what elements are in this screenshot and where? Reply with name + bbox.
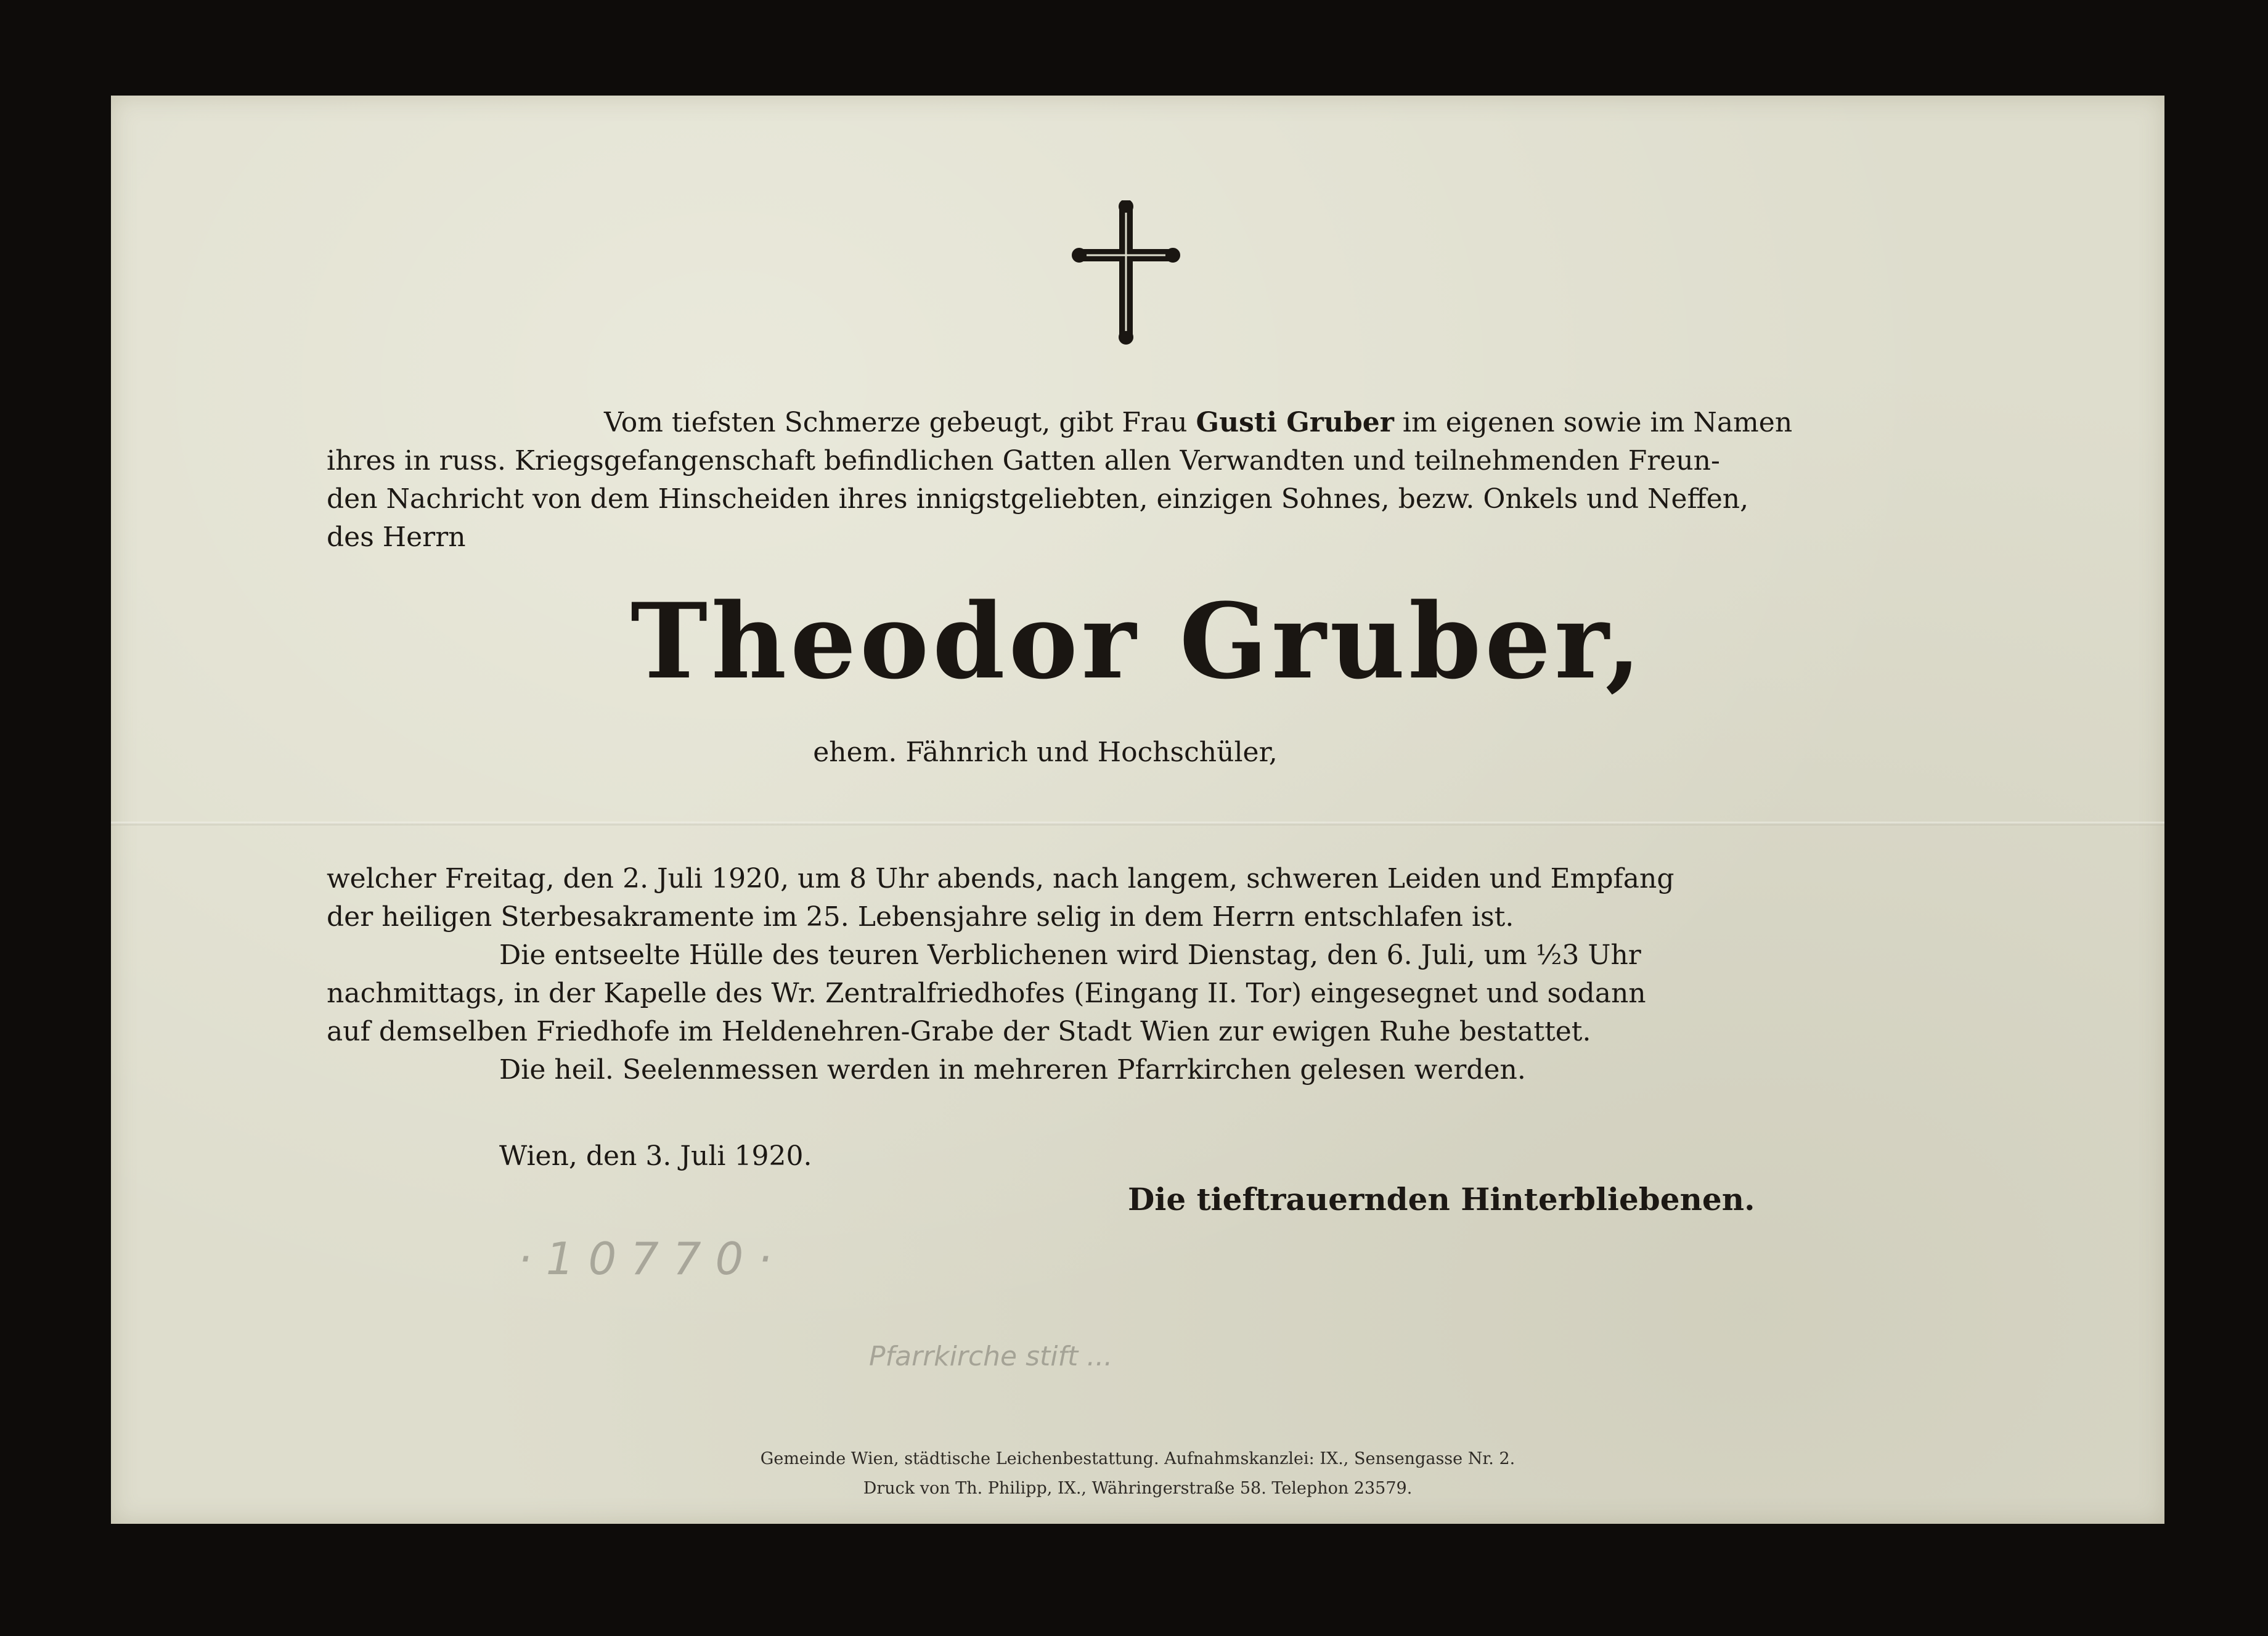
place-date: Wien, den 3. Juli 1920. (499, 1140, 812, 1172)
paper-fold-line (111, 822, 2164, 825)
cross-icon (1071, 200, 1181, 348)
intro-line-1: Vom tiefsten Schmerze gebeugt, gibt Frau Gusti Gruber im eigenen sowie im Namen (604, 407, 1793, 438)
mother-name: Gusti Gruber (1196, 407, 1394, 438)
body-line-4: nachmittags, in der Kapelle des Wr. Zentralfriedhofes (Eingang II. Tor) eingesegnet und sodann (327, 978, 1646, 1009)
body-line-6: Die heil. Seelenmessen werden in mehreren Pfarrkirchen gelesen werden. (499, 1054, 1526, 1086)
body-line-1: welcher Freitag, den 2. Juli 1920, um 8 Uhr abends, nach langem, schweren Leiden und Empfang (327, 863, 1674, 894)
intro-paragraph (327, 404, 2018, 557)
body-line-2: der heiligen Sterbesakramente im 25. Lebensjahre selig in dem Herrn entschlafen ist. (327, 901, 1514, 933)
deceased-name: Theodor Gruber, (630, 580, 1645, 702)
main-paragraph (327, 860, 2018, 1089)
intro-line-2: ihres in russ. Kriegsgefangenschaft befindlichen Gatten allen Verwandten und teilnehmenden Freun- (327, 445, 1720, 476)
death-notice-sheet (111, 96, 2164, 1524)
intro-line-4: des Herrn (327, 521, 466, 553)
deceased-title: ehem. Fähnrich und Hochschüler, (813, 737, 1278, 768)
pencil-mark-2: Pfarrkirche stift ... (869, 1341, 1113, 1372)
body-line-3: Die entseelte Hülle des teuren Verblichenen wird Dienstag, den 6. Juli, um ½3 Uhr (499, 939, 1641, 971)
footer-line-2: Druck von Th. Philipp, IX., Währingerstraße 58. Telephon 23579. (863, 1479, 1413, 1498)
footer-line-1: Gemeinde Wien, städtische Leichenbestattung. Aufnahmskanzlei: IX., Sensengasse Nr. 2. (760, 1449, 1515, 1468)
body-line-5: auf demselben Friedhofe im Heldenehren-Grabe der Stadt Wien zur ewigen Ruhe bestattet. (327, 1016, 1591, 1047)
signature: Die tieftrauernden Hinterbliebenen. (1128, 1181, 1755, 1217)
pencil-mark-1: · 1 0 7 7 0 · (518, 1233, 772, 1285)
intro-line-3: den Nachricht von dem Hinscheiden ihres innigstgeliebten, einzigen Sohnes, bezw. Onkels und Neffen, (327, 483, 1749, 515)
